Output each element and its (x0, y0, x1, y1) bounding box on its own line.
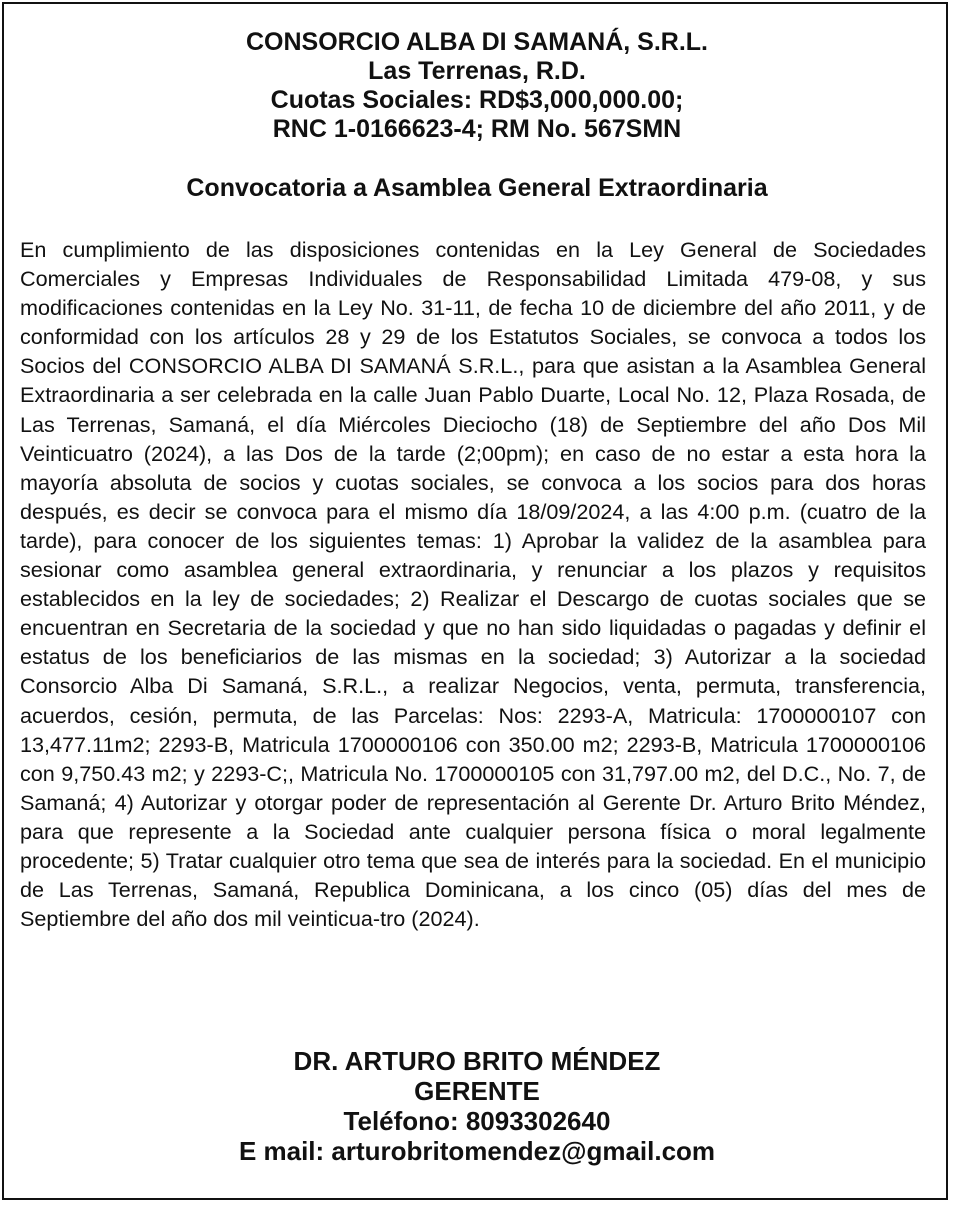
signer-email: E mail: arturobritomendez@gmail.com (238, 1136, 716, 1166)
signer-role: GERENTE (414, 1076, 540, 1106)
notice-header (0, 28, 954, 144)
signature-block (0, 1046, 954, 1166)
company-name: CONSORCIO ALBA DI SAMANÁ, S.R.L. (245, 28, 709, 56)
notice-title: Convocatoria a Asamblea General Extraordinaria (186, 174, 768, 202)
notice-body: En cumplimiento de las disposiciones contenidas en la Ley General de Sociedades Comerciales y Empresas Individuales de Responsabilidad Limitada 479-08, y sus modificaciones contenidas en la Ley No. 31-11, de fecha 10 de diciembre del año 2011, y de conformidad con los artículos 28 y 29 de los Estatutos Sociales, se convoca a todos los Socios del CONSORCIO ALBA DI SAMANÁ S.R.L., para que asistan a la Asamblea General Extraordinaria a ser celebrada en la calle Juan Pablo Duarte, Local No. 12, Plaza Rosada, de Las Terrenas, Samaná, el día Miércoles Dieciocho (18) de Septiembre del año Dos Mil Veinticuatro (2024), a las Dos de la tarde (2;00pm); en caso de no estar a esta hora la mayoría absoluta de socios y cuotas sociales, se convoca a los socios para dos horas después, es decir se convoca para el mismo día 18/09/2024, a las 4:00 p.m. (cuatro de la tarde), para conocer de los siguientes temas: 1) Aprobar la validez de la asamblea para sesionar como asamblea general extraordinaria, y renunciar a los plazos y requisitos establecidos en la ley de sociedades; 2) Realizar el Descargo de cuotas sociales que se encuentran en Secretaria de la sociedad y que no han sido liquidadas o pagadas y definir el estatus de los beneficiarios de las mismas en la sociedad; 3) Autorizar a la sociedad Consorcio Alba Di Samaná, S.R.L., a realizar Negocios, venta, permuta, transferencia, acuerdos, cesión, permuta, de las Parcelas: Nos: 2293-A, Matricula: 1700000107 con 13,477.11m2; 2293-B, Matricula 1700000106 con 350.00 m2; 2293-B, Matricula 1700000106 con 9,750.43 m2; y 2293-C;, Matricula No. 1700000105 con 31,797.00 m2, del D.C., No. 7, de Samaná; 4) Autorizar y otorgar poder de representación al Gerente Dr. Arturo Brito Méndez, para que represente a la Sociedad ante cualquier persona física o moral legalmente procedente; 5) Tratar cualquier otro tema que sea de interés para la sociedad. En el municipio de Las Terrenas, Samaná, Republica Dominicana, a los cinco (05) días del mes de Septiembre del año dos mil veinticua-tro (2024). (20, 237, 926, 932)
company-location: Las Terrenas, R.D. (368, 57, 586, 85)
signer-name: DR. ARTURO BRITO MÉNDEZ (293, 1046, 661, 1076)
signer-phone: Teléfono: 8093302640 (343, 1106, 611, 1136)
company-capital: Cuotas Sociales: RD$3,000,000.00; (270, 86, 684, 114)
company-registry: RNC 1-0166623-4; RM No. 567SMN (272, 115, 682, 143)
